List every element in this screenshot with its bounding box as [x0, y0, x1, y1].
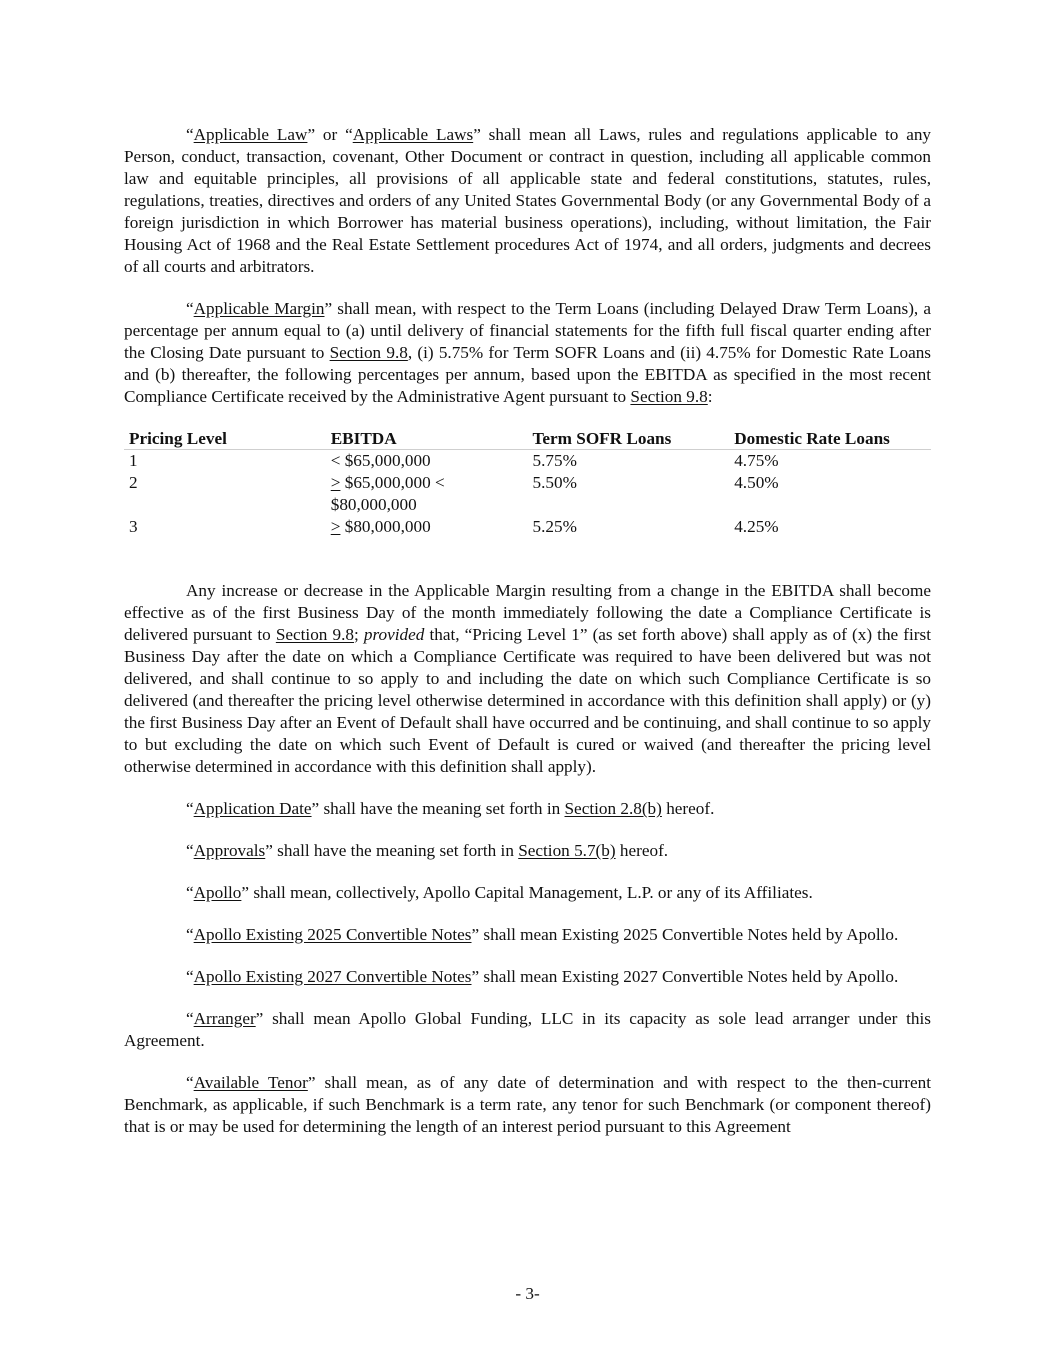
definition-text: ” shall mean, collectively, Apollo Capital Management, L.P. or any of its Affiliates. [241, 883, 813, 902]
section-reference: Section 2.8(b) [564, 799, 662, 818]
quote: “ [186, 883, 194, 902]
table-cell: 2 [129, 473, 138, 492]
ge-symbol: > [330, 473, 341, 492]
italic-term: provided [363, 625, 425, 644]
table-cell: 4.50% [734, 473, 779, 492]
table-cell: 5.50% [532, 473, 577, 492]
document-page [124, 124, 931, 1138]
table-cell: 4.75% [734, 451, 779, 470]
defined-term: Approvals [193, 841, 266, 860]
definition-arranger [124, 1008, 931, 1052]
table-cell: 5.25% [532, 517, 577, 536]
defined-term: Apollo Existing 2027 Convertible Notes [193, 967, 472, 986]
definition-text: ” shall have the meaning set forth in [265, 841, 519, 860]
definition-applicable-margin [124, 298, 931, 408]
quote: “ [186, 125, 194, 144]
defined-term: Applicable Margin [193, 299, 325, 318]
page-number: - 3- [515, 1284, 540, 1303]
column-header: EBITDA [326, 428, 528, 450]
definition-text: ” shall mean all Laws, rules and regulations applicable to any Person, conduct, transaction, covenant, Other Document or contract in question, including all applicable common law and equitable principles, all provisions of all applicable state and federal constitutions, statutes, rules, regulations, treaties, directives and orders of any United States Governmental Body (or any Governmental Body of a foreign jurisdiction in which Borrower has material business operations), including, without limitation, the Fair Housing Act of 1968 and the Real Estate Settlement procedures Act of 1974, and all orders, judgments and decrees of all courts and arbitrators. [124, 125, 932, 276]
definition-available-tenor [124, 1072, 931, 1138]
quote: “ [186, 1073, 194, 1092]
table-cell: 3 [129, 517, 138, 536]
quote: “ [186, 1009, 194, 1028]
text: hereof. [615, 841, 669, 860]
text: : [707, 387, 713, 406]
definition-application-date [124, 798, 931, 820]
table-cell: 5.75% [532, 451, 577, 470]
definition-approvals [124, 840, 931, 862]
ebitda-value: $65,000,000 < $80,000,000 [330, 473, 445, 514]
definition-text: ” shall mean, with respect to the Term Loans (including Delayed Draw Term Loans), a percentage per annum equal to (a) until delivery of financial statements for the fifth full fiscal quarter ending after the Closing Date pursuant to [124, 299, 931, 362]
text: ” or “ [307, 125, 353, 144]
ge-symbol: > [330, 517, 341, 536]
text: ; [353, 625, 364, 644]
definition-applicable-law [124, 124, 931, 278]
quote: “ [186, 799, 194, 818]
increase-decrease-paragraph [124, 580, 931, 778]
column-header: Domestic Rate Loans [729, 428, 931, 450]
definition-text: ” shall mean Existing 2027 Convertible Notes held by Apollo. [471, 967, 899, 986]
defined-term: Application Date [193, 799, 312, 818]
definition-apollo-2025-notes [124, 924, 931, 946]
table-cell [326, 472, 528, 516]
text: hereof. [661, 799, 715, 818]
column-header: Pricing Level [124, 428, 326, 450]
ebitda-value: < $65,000,000 [330, 451, 431, 470]
definition-text: ” shall mean Existing 2025 Convertible Notes held by Apollo. [471, 925, 899, 944]
ebitda-value: $80,000,000 [340, 517, 431, 536]
table-cell [326, 450, 528, 472]
table-cell [326, 516, 528, 538]
defined-term: Applicable Laws [352, 125, 474, 144]
table-row [124, 450, 931, 472]
definition-text: ” shall mean, as of any date of determination and with respect to the then-current Benchmark, as applicable, if such Benchmark is a term rate, any tenor for such Benchmark (or component thereof) that is or may be used for determining the length of an interest period pursuant to this Agreement [124, 1073, 931, 1136]
quote: “ [186, 299, 194, 318]
defined-term: Available Tenor [193, 1073, 308, 1092]
quote: “ [186, 841, 194, 860]
defined-term: Apollo [193, 883, 242, 902]
definition-apollo-2027-notes [124, 966, 931, 988]
defined-term: Apollo Existing 2025 Convertible Notes [193, 925, 472, 944]
definition-apollo [124, 882, 931, 904]
section-reference: Section 9.8 [630, 387, 708, 406]
definition-text: ” shall mean Apollo Global Funding, LLC in its capacity as sole lead arranger under this Agreement. [124, 1009, 931, 1050]
table-cell: 4.25% [734, 517, 779, 536]
pricing-table [124, 428, 931, 538]
table-row [124, 472, 931, 516]
table-cell: 1 [129, 451, 138, 470]
defined-term: Arranger [193, 1009, 256, 1028]
quote: “ [186, 967, 194, 986]
definition-text: ” shall have the meaning set forth in [311, 799, 565, 818]
paragraph-text: Any increase or decrease in the Applicable Margin resulting from a change in the EBITDA shall become effective as of the first Business Day of the month immediately following the date a Compliance Certificate is delivered pursuant to [124, 581, 931, 644]
paragraph-text: that, “Pricing Level 1” (as set forth above) shall apply as of (x) the first Business Day after the date on which a Compliance Certificate was required to have been delivered but was not delivered, and shall continue to so apply to and including the date on which such Compliance Certificate is so delivered (and thereafter the pricing level otherwise determined in accordance with this definition shall apply) or (y) the first Business Day after an Event of Default shall have occurred and be continuing, and shall continue to so apply to but excluding the date on which such Event of Default is cured or waived (and thereafter the pricing level otherwise determined in accordance with this definition shall apply). [124, 625, 931, 776]
defined-term: Applicable Law [193, 125, 308, 144]
definition-text: , (i) 5.75% for Term SOFR Loans and (ii) 4.75% for Domestic Rate Loans and (b) thereafter, the following percentages per annum, based upon the EBITDA as specified in the most recent Compliance Certificate received by the Administrative Agent pursuant to [124, 343, 931, 406]
section-reference: Section 9.8 [275, 625, 354, 644]
section-reference: Section 5.7(b) [518, 841, 616, 860]
column-header: Term SOFR Loans [528, 428, 730, 450]
table-header-row [124, 428, 931, 450]
section-reference: Section 9.8 [329, 343, 408, 362]
quote: “ [186, 925, 194, 944]
table-row [124, 516, 931, 538]
